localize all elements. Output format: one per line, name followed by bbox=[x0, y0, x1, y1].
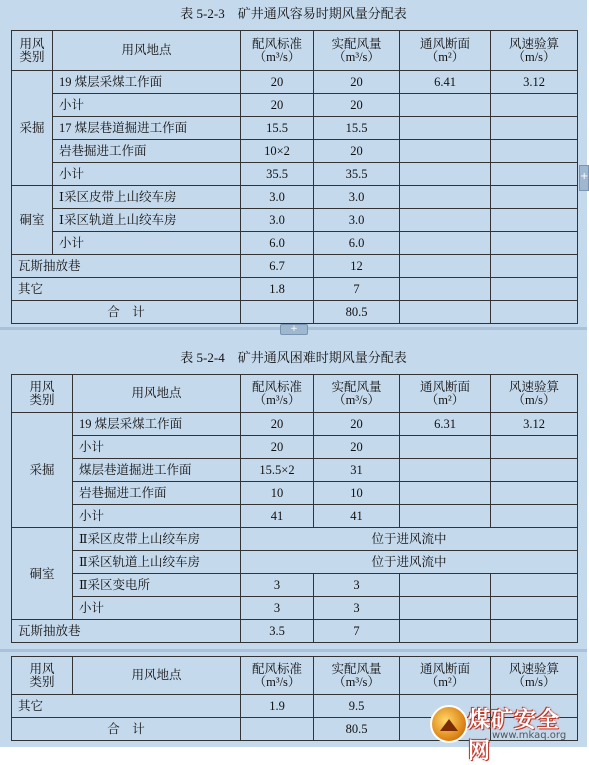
group-label-chamber: 硐室 bbox=[12, 186, 53, 255]
cell-location: 19 煤层采煤工作面 bbox=[73, 413, 241, 436]
table-row bbox=[12, 459, 578, 482]
cell-std: 3 bbox=[241, 597, 314, 620]
cell-location: 小计 bbox=[53, 94, 241, 117]
table2 bbox=[11, 374, 578, 643]
site-logo bbox=[430, 703, 580, 764]
logo-url: www.mkaq.org bbox=[492, 730, 567, 741]
logo-badge-icon bbox=[430, 705, 468, 743]
cell-std: 41 bbox=[241, 505, 314, 528]
cell-speed bbox=[491, 620, 578, 643]
cell-location: 煤层巷道掘进工作面 bbox=[73, 459, 241, 482]
cell-section bbox=[400, 301, 491, 324]
cell-speed: 3.12 bbox=[491, 71, 578, 94]
cell-std: 3.5 bbox=[241, 620, 314, 643]
cell-section bbox=[400, 459, 491, 482]
cell-merged-note: 位于进风流中 bbox=[241, 528, 578, 551]
table-row bbox=[12, 186, 578, 209]
header-speed: 风速验算 （m/s） bbox=[491, 31, 578, 71]
table1 bbox=[11, 30, 578, 324]
cell-speed bbox=[491, 163, 578, 186]
table-row bbox=[12, 482, 578, 505]
header-std: 配风标准 （m³/s） bbox=[241, 657, 314, 695]
cell-speed bbox=[491, 482, 578, 505]
table-row bbox=[12, 140, 578, 163]
cell-section bbox=[400, 436, 491, 459]
cell-section bbox=[400, 232, 491, 255]
cell-speed bbox=[491, 574, 578, 597]
cell-actual: 15.5 bbox=[314, 117, 400, 140]
cell-actual: 3.0 bbox=[314, 209, 400, 232]
cell-merged-note: 位于进风流中 bbox=[241, 551, 578, 574]
cell-gas-label: 瓦斯抽放巷 bbox=[12, 255, 241, 278]
cell-std: 3.0 bbox=[241, 209, 314, 232]
header-actual: 实配风量 （m³/s） bbox=[314, 375, 400, 413]
cell-speed bbox=[491, 209, 578, 232]
cell-std: 3 bbox=[241, 574, 314, 597]
cell-actual: 80.5 bbox=[314, 301, 400, 324]
cell-actual: 12 bbox=[314, 255, 400, 278]
cell-speed bbox=[491, 94, 578, 117]
cell-std: 10×2 bbox=[241, 140, 314, 163]
cell-location: 小计 bbox=[73, 597, 241, 620]
cell-actual: 9.5 bbox=[314, 695, 400, 718]
cell-other-label: 其它 bbox=[12, 695, 241, 718]
cell-actual: 7 bbox=[314, 620, 400, 643]
header-speed: 风速验算 （m/s） bbox=[491, 375, 578, 413]
header-category: 用风 类别 bbox=[12, 375, 73, 413]
cell-std: 6.7 bbox=[241, 255, 314, 278]
header-section: 通风断面 （m²） bbox=[400, 31, 491, 71]
cell-std: 15.5 bbox=[241, 117, 314, 140]
table-row bbox=[12, 278, 578, 301]
cell-section bbox=[400, 278, 491, 301]
group-label-mining: 采掘 bbox=[12, 413, 73, 528]
table-row bbox=[12, 71, 578, 94]
cell-location: 小计 bbox=[73, 505, 241, 528]
cell-actual: 20 bbox=[314, 140, 400, 163]
cell-section bbox=[400, 505, 491, 528]
cell-actual: 20 bbox=[314, 94, 400, 117]
cell-section bbox=[400, 597, 491, 620]
cell-location: Ⅱ采区轨道上山绞车房 bbox=[73, 551, 241, 574]
cell-speed: 3.12 bbox=[491, 413, 578, 436]
group-label-chamber: 硐室 bbox=[12, 528, 73, 620]
cell-actual: 10 bbox=[314, 482, 400, 505]
table2-cont-header-row bbox=[12, 657, 578, 695]
page-divider bbox=[0, 649, 587, 652]
header-location: 用风地点 bbox=[73, 375, 241, 413]
table-row bbox=[12, 620, 578, 643]
cell-location: 岩巷掘进工作面 bbox=[53, 140, 241, 163]
table-row bbox=[12, 163, 578, 186]
table-row bbox=[12, 551, 578, 574]
cell-location: 小计 bbox=[53, 163, 241, 186]
cell-section bbox=[400, 163, 491, 186]
cell-std bbox=[241, 718, 314, 741]
cell-section bbox=[400, 209, 491, 232]
cell-section bbox=[400, 620, 491, 643]
cell-actual: 20 bbox=[314, 413, 400, 436]
cell-std: 3.0 bbox=[241, 186, 314, 209]
cell-actual: 31 bbox=[314, 459, 400, 482]
cell-std: 15.5×2 bbox=[241, 459, 314, 482]
cell-speed bbox=[491, 505, 578, 528]
cell-section: 6.41 bbox=[400, 71, 491, 94]
cell-speed bbox=[491, 436, 578, 459]
cell-actual: 41 bbox=[314, 505, 400, 528]
cell-location: 小计 bbox=[73, 436, 241, 459]
cell-section bbox=[400, 482, 491, 505]
header-category: 用风 类别 bbox=[12, 657, 73, 695]
table-row bbox=[12, 94, 578, 117]
cell-section bbox=[400, 255, 491, 278]
cell-speed bbox=[491, 301, 578, 324]
cell-other-label: 其它 bbox=[12, 278, 241, 301]
cell-section bbox=[400, 574, 491, 597]
cell-std: 20 bbox=[241, 94, 314, 117]
cell-speed bbox=[491, 232, 578, 255]
cell-std: 20 bbox=[241, 71, 314, 94]
table-row bbox=[12, 528, 578, 551]
table-row bbox=[12, 505, 578, 528]
table1-title: 表 5-2-3 矿井通风容易时期风量分配表 bbox=[180, 6, 407, 21]
cell-actual: 3 bbox=[314, 574, 400, 597]
table-row bbox=[12, 597, 578, 620]
cell-std: 1.8 bbox=[241, 278, 314, 301]
cell-section bbox=[400, 117, 491, 140]
cell-std: 35.5 bbox=[241, 163, 314, 186]
cell-std: 20 bbox=[241, 413, 314, 436]
table-row bbox=[12, 117, 578, 140]
cell-total-label: 合 计 bbox=[12, 718, 241, 741]
cell-section bbox=[400, 140, 491, 163]
cell-actual: 35.5 bbox=[314, 163, 400, 186]
header-section: 通风断面 （m²） bbox=[400, 375, 491, 413]
expand-section-button[interactable]: + bbox=[280, 324, 308, 335]
cell-std: 20 bbox=[241, 436, 314, 459]
header-location: 用风地点 bbox=[73, 657, 241, 695]
table-row bbox=[12, 436, 578, 459]
cell-speed bbox=[491, 278, 578, 301]
cell-location: 小计 bbox=[53, 232, 241, 255]
cell-speed bbox=[491, 255, 578, 278]
table-row bbox=[12, 255, 578, 278]
header-actual: 实配风量 （m³/s） bbox=[314, 31, 400, 71]
header-speed: 风速验算 （m/s） bbox=[491, 657, 578, 695]
cell-speed bbox=[491, 186, 578, 209]
side-scroll-handle[interactable]: + bbox=[579, 165, 589, 191]
cell-actual: 3 bbox=[314, 597, 400, 620]
header-actual: 实配风量 （m³/s） bbox=[314, 657, 400, 695]
cell-section bbox=[400, 186, 491, 209]
cell-speed bbox=[491, 459, 578, 482]
table2-header-row bbox=[12, 375, 578, 413]
cell-speed bbox=[491, 140, 578, 163]
cell-location: 19 煤层采煤工作面 bbox=[53, 71, 241, 94]
cell-actual: 20 bbox=[314, 436, 400, 459]
table2-title: 表 5-2-4 矿井通风困难时期风量分配表 bbox=[180, 350, 407, 365]
header-location: 用风地点 bbox=[53, 31, 241, 71]
cell-actual: 6.0 bbox=[314, 232, 400, 255]
table-row bbox=[12, 301, 578, 324]
cell-location: Ⅰ采区轨道上山绞车房 bbox=[53, 209, 241, 232]
cell-std: 6.0 bbox=[241, 232, 314, 255]
cell-actual: 3.0 bbox=[314, 186, 400, 209]
cell-location: 17 煤层巷道掘进工作面 bbox=[53, 117, 241, 140]
header-std: 配风标准 （m³/s） bbox=[241, 31, 314, 71]
cell-location: Ⅰ采区皮带上山绞车房 bbox=[53, 186, 241, 209]
table-row bbox=[12, 232, 578, 255]
cell-total-label: 合 计 bbox=[12, 301, 241, 324]
table-row bbox=[12, 413, 578, 436]
cell-std bbox=[241, 301, 314, 324]
cell-speed bbox=[491, 597, 578, 620]
logo-name: 煤矿安全网 bbox=[468, 707, 561, 764]
table-row bbox=[12, 209, 578, 232]
header-category: 用风 类别 bbox=[12, 31, 53, 71]
cell-speed bbox=[491, 117, 578, 140]
cell-actual: 20 bbox=[314, 71, 400, 94]
cell-std: 1.9 bbox=[241, 695, 314, 718]
table-row bbox=[12, 574, 578, 597]
group-label-mining: 采掘 bbox=[12, 71, 53, 186]
cell-location: 岩巷掘进工作面 bbox=[73, 482, 241, 505]
cell-actual: 80.5 bbox=[314, 718, 400, 741]
cell-location: Ⅱ采区变电所 bbox=[73, 574, 241, 597]
table1-header-row bbox=[12, 31, 578, 71]
cell-section: 6.31 bbox=[400, 413, 491, 436]
header-section: 通风断面 （m²） bbox=[400, 657, 491, 695]
cell-gas-label: 瓦斯抽放巷 bbox=[12, 620, 241, 643]
cell-std: 10 bbox=[241, 482, 314, 505]
cell-section bbox=[400, 94, 491, 117]
cell-actual: 7 bbox=[314, 278, 400, 301]
cell-location: Ⅱ采区皮带上山绞车房 bbox=[73, 528, 241, 551]
header-std: 配风标准 （m³/s） bbox=[241, 375, 314, 413]
